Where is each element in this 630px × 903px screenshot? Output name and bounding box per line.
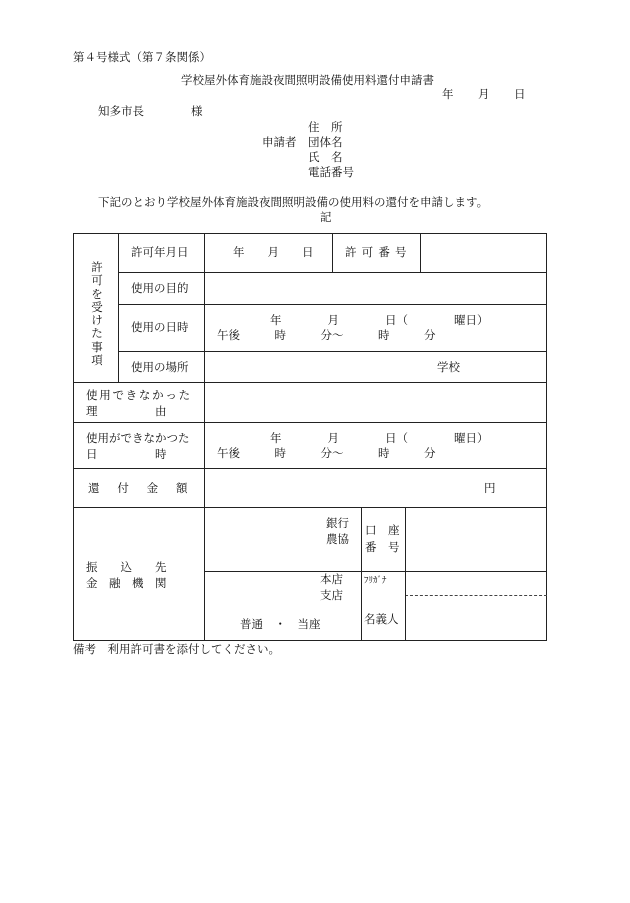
date-year-label: 年	[442, 87, 454, 101]
usage-datetime-label: 使用の日時	[131, 320, 189, 334]
account-number-label-line1: 口 座	[365, 523, 400, 537]
unable-reason-label-line1: 使用できなかった	[86, 388, 192, 402]
applicant-name-label: 氏 名	[308, 150, 343, 164]
applicant-phone-label: 電話番号	[308, 165, 354, 179]
row-line	[74, 507, 547, 508]
applicant-group-label: 団体名	[308, 135, 343, 149]
unable-date-value-line1: 年 月 日（ 曜日）	[270, 431, 489, 445]
place-value: 学校	[437, 360, 460, 374]
date-month-label: 月	[478, 87, 490, 101]
col-line	[118, 234, 119, 382]
bank-label: 銀行	[326, 516, 349, 530]
applicant-label: 申請者	[262, 135, 297, 149]
col-line	[405, 507, 406, 641]
applicant-address-label: 住 所	[308, 120, 343, 134]
honorific: 様	[191, 104, 203, 118]
col-line	[204, 234, 205, 641]
unable-date-label-line2: 日 時	[86, 447, 167, 461]
refund-unit: 円	[484, 481, 496, 495]
form-number: 第４号様式（第７条関係）	[73, 50, 211, 64]
unable-date-label-line1: 使用ができなかつた	[86, 431, 190, 445]
usage-date-line: 年 月 日（ 曜日）	[270, 313, 489, 327]
account-number-label-line2: 番 号	[365, 540, 400, 554]
refund-amount-label: 還付金額	[88, 481, 206, 495]
col-line	[420, 234, 421, 272]
row-line	[74, 422, 547, 423]
row-line	[118, 351, 547, 352]
furigana-label: ﾌﾘｶﾞﾅ	[364, 576, 387, 586]
place-label: 使用の場所	[131, 360, 189, 374]
agricoop-label: 農協	[326, 532, 349, 546]
financial-institution-label: 金 融 機 関	[86, 576, 167, 590]
date-day-label: 日	[514, 87, 526, 101]
permit-number-label: 許可番号	[345, 245, 412, 259]
permitted-matters-label: 許可を受けた事項	[91, 260, 103, 368]
remarks-note: 備考 利用許可書を添付してください。	[73, 642, 280, 656]
branch-label: 支店	[320, 588, 343, 602]
col-line	[332, 234, 333, 272]
usage-time-line: 午後 時 分～ 時 分	[217, 328, 436, 342]
ki-heading: 記	[320, 210, 332, 224]
form-title: 学校屋外体育施設夜間照明設備使用料還付申請書	[181, 73, 434, 87]
addressee: 知多市長	[98, 104, 144, 118]
row-line	[204, 571, 547, 572]
request-statement: 下記のとおり学校屋外体育施設夜間照明設備の使用料の還付を申請します。	[98, 195, 489, 209]
row-line	[118, 304, 547, 305]
application-table	[73, 233, 547, 641]
unable-reason-label-line2: 理 由	[86, 404, 167, 418]
permit-date-label: 許可年月日	[131, 245, 189, 259]
row-line	[118, 272, 547, 273]
purpose-label: 使用の目的	[131, 281, 189, 295]
row-line	[74, 468, 547, 469]
permit-date-value: 年 月 日	[233, 245, 314, 259]
head-office-label: 本店	[320, 572, 343, 586]
row-line	[74, 382, 547, 383]
account-holder-label: 名義人	[364, 612, 399, 626]
furigana-dashed-line	[405, 595, 547, 596]
account-type: 普通 ・ 当座	[240, 617, 321, 631]
col-line	[361, 507, 362, 641]
transfer-destination-label: 振 込 先	[86, 560, 167, 574]
unable-date-value-line2: 午後 時 分～ 時 分	[217, 446, 436, 460]
